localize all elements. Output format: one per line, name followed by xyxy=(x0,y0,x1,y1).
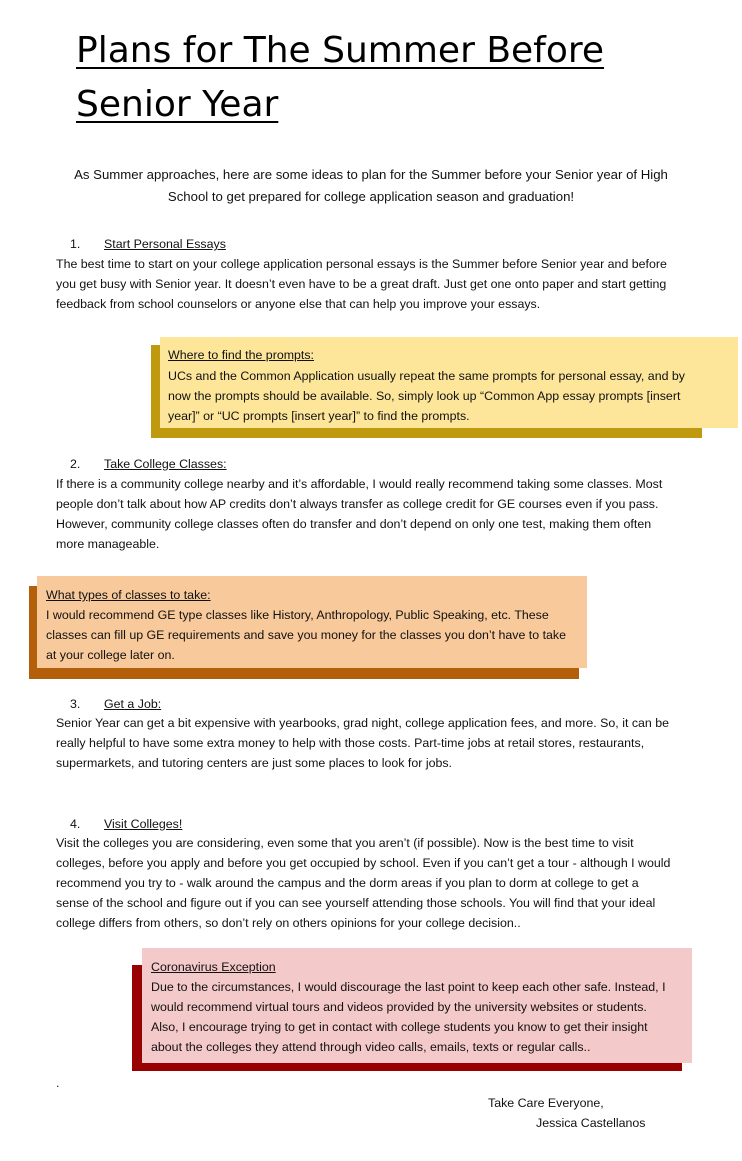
callout-line: would recommend virtual tours and videos provided by the university websites or students. xyxy=(151,1000,647,1014)
section-heading: Start Personal Essays xyxy=(104,237,226,251)
section-number: 3. xyxy=(70,697,81,711)
callout-line: Due to the circumstances, I would discourage the last point to keep each other safe. Instead, I xyxy=(151,980,666,994)
section-number: 4. xyxy=(70,817,81,831)
page-title-line-2: Senior Year xyxy=(76,84,279,125)
page-title-line-1: Plans for The Summer Before xyxy=(76,30,605,71)
paragraph-line: Senior Year can get a bit expensive with yearbooks, grad night, college application fees, and more. So, it can be xyxy=(56,716,670,730)
callout-line: classes can fill up GE requirements and save you money for the classes you don’t have to take xyxy=(46,628,566,642)
paragraph-line: supermarkets, and tutoring centers are just some places to look for jobs. xyxy=(56,756,453,770)
callout-line: UCs and the Common Application usually repeat the same prompts for personal essay, and by xyxy=(168,369,686,383)
paragraph-line: colleges, before you apply and before you get occupied by school. Even if you can’t get a tour - although I would xyxy=(56,856,671,870)
paragraph-line: college differs from others, so don’t rely on others opinions for your college decision.. xyxy=(56,916,521,930)
section-number: 1. xyxy=(70,237,81,251)
paragraph-line: The best time to start on your college application personal essays is the Summer before Senior year and before xyxy=(56,257,667,271)
callout-line: year]” or “UC prompts [insert year]” to find the prompts. xyxy=(168,409,470,423)
callout-line: Also, I encourage trying to get in contact with college students you know to get their insight xyxy=(151,1020,648,1034)
callout-line: about the colleges they attend through video calls, emails, texts or regular calls.. xyxy=(151,1040,591,1054)
paragraph-line: feedback from school counselors or anyone else that can help you improve your essays. xyxy=(56,297,541,311)
intro-line: School to get prepared for college application season and graduation! xyxy=(167,189,575,204)
paragraph-line: sense of the school and figure out if you can see yourself attending those schools. You will find that your ideal xyxy=(56,896,656,910)
paragraph-line: Visit the colleges you are considering, even some that you aren’t (if possible). Now is the best time to visit xyxy=(56,836,634,850)
signature-name: Jessica Castellanos xyxy=(536,1116,646,1130)
paragraph-line: really helpful to have some extra money to help with those costs. Part-time jobs at retail stores, restaurants, xyxy=(56,736,645,750)
callout-line: I would recommend GE type classes like History, Anthropology, Public Speaking, etc. These xyxy=(46,608,549,622)
callout-heading: Where to find the prompts: xyxy=(168,348,315,362)
section-heading: Visit Colleges! xyxy=(104,817,183,831)
paragraph-line: recommend you try to - walk around the campus and the dorm areas if you plan to dorm at college to get a xyxy=(56,876,639,890)
callout-line: at your college later on. xyxy=(46,648,175,662)
paragraph-line: If there is a community college nearby and it’s affordable, I would really recommend taking some classes. Most xyxy=(56,477,663,491)
signoff-line: Take Care Everyone, xyxy=(488,1096,604,1110)
paragraph-line: more manageable. xyxy=(56,537,160,551)
section-number: 2. xyxy=(70,457,81,471)
paragraph-line: However, community college classes often do transfer and don’t depend on only one test, making them often xyxy=(56,517,652,531)
callout-line: now the prompts should be available. So, simply look up “Common App essay prompts [insert xyxy=(168,389,681,403)
callout-heading: What types of classes to take: xyxy=(46,588,211,602)
section-heading: Take College Classes: xyxy=(104,457,227,471)
callout-heading: Coronavirus Exception xyxy=(151,960,276,974)
paragraph-line: you get busy with Senior year. It doesn’t even have to be a great draft. Just get one onto paper and start getting xyxy=(56,277,667,291)
section-heading: Get a Job: xyxy=(104,697,162,711)
paragraph-line: people don’t talk about how AP credits don’t always transfer as college credit for GE courses even if you pass. xyxy=(56,497,659,511)
stray-dot: . xyxy=(56,1076,60,1090)
intro-line: As Summer approaches, here are some ideas to plan for the Summer before your Senior year of High xyxy=(74,167,668,182)
